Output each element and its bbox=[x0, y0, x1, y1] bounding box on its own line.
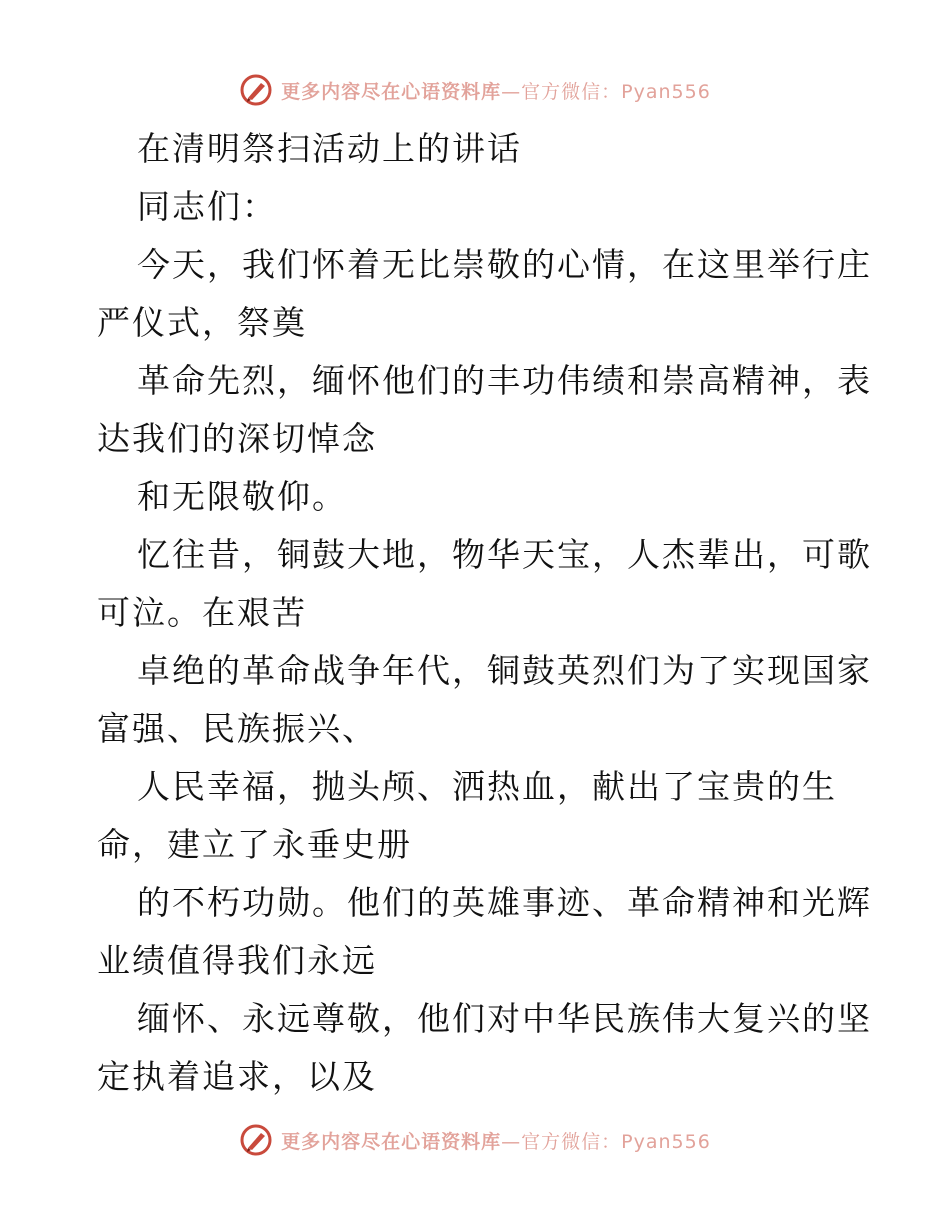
text-line: 同志们： bbox=[137, 187, 277, 226]
text-line: 革命先烈，缅怀他们的丰功伟绩和崇高精神，表 bbox=[137, 361, 872, 400]
watermark-sub: 官方微信：Pyan556 bbox=[521, 1130, 711, 1153]
text-line: 达我们的深切悼念 bbox=[97, 419, 377, 458]
text-line: 人民幸福，抛头颅、洒热血，献出了宝贵的生 bbox=[137, 767, 837, 806]
watermark-sub: 官方微信：Pyan556 bbox=[521, 80, 711, 103]
header-watermark bbox=[0, 70, 950, 110]
text-line: 命，建立了永垂史册 bbox=[97, 825, 412, 864]
document-title: 在清明祭扫活动上的讲话 bbox=[137, 129, 522, 168]
watermark-main: 更多内容尽在心语资料库 bbox=[281, 80, 502, 103]
text-line: 可泣。在艰苦 bbox=[97, 593, 307, 632]
watermark-main: 更多内容尽在心语资料库 bbox=[281, 1130, 502, 1153]
watermark-separator: — bbox=[501, 1130, 522, 1153]
pen-logo-icon bbox=[239, 1123, 273, 1157]
text-line: 定执着追求，以及 bbox=[97, 1057, 377, 1096]
document-body bbox=[97, 120, 872, 1106]
text-line: 今天，我们怀着无比崇敬的心情，在这里举行庄 bbox=[137, 245, 872, 284]
text-line: 业绩值得我们永远 bbox=[97, 941, 377, 980]
pen-logo-icon bbox=[239, 73, 273, 107]
watermark-text bbox=[281, 1127, 711, 1154]
text-line: 卓绝的革命战争年代，铜鼓英烈们为了实现国家 bbox=[137, 651, 872, 690]
text-line: 缅怀、永远尊敬，他们对中华民族伟大复兴的坚 bbox=[137, 999, 872, 1038]
text-line: 富强、民族振兴、 bbox=[97, 709, 377, 748]
watermark-separator: — bbox=[501, 80, 522, 103]
watermark-text bbox=[281, 77, 711, 104]
text-line: 的不朽功勋。他们的英雄事迹、革命精神和光辉 bbox=[137, 883, 872, 922]
text-line: 忆往昔，铜鼓大地，物华天宝，人杰辈出，可歌 bbox=[137, 535, 872, 574]
text-line: 和无限敬仰。 bbox=[137, 477, 347, 516]
footer-watermark bbox=[0, 1120, 950, 1160]
text-line: 严仪式，祭奠 bbox=[97, 303, 307, 342]
